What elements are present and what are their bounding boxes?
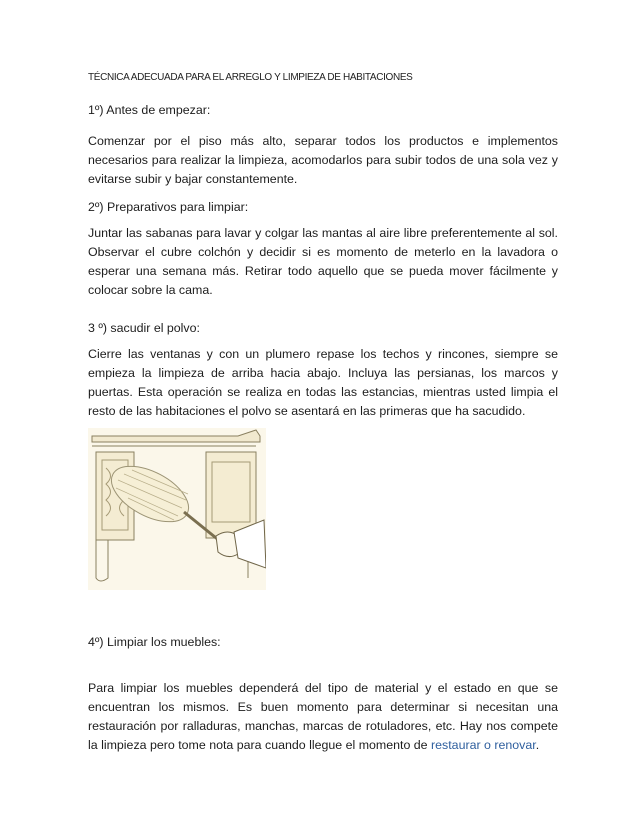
section-body-4 [88, 679, 558, 755]
section-body-4-text: Para limpiar los muebles dependerá del tipo de material y el estado en que se encuentran los mismos. Es buen momento para determinar si necesitan una restauración por ralladuras, manchas, marcas de rotuladores, etc. Hay nos compete la limpieza pero tome nota para cuando llegue el momento de [88, 681, 558, 752]
section-body-2: Juntar las sabanas para lavar y colgar las mantas al aire libre preferentemente al sol. Observar el cubre colchón y decidir si es momento de meterlo en la lavadora o esperar una semana más. Retirar todo aquello que se pueda mover fácilmente y colocar sobre la cama. [88, 226, 558, 297]
document-title: TÉCNICA ADECUADA PARA EL ARREGLO Y LIMPIEZA DE HABITACIONES [88, 72, 413, 83]
restaurar-renovar-link[interactable]: restaurar o renovar [431, 738, 536, 752]
section-heading-3: 3 º) sacudir el polvo: [88, 321, 200, 335]
section-heading-2: 2º) Preparativos para limpiar: [88, 200, 249, 214]
section-heading-4: 4º) Limpiar los muebles: [88, 635, 221, 649]
section-body-3: Cierre las ventanas y con un plumero repase los techos y rincones, siempre se empieza la limpieza de arriba hacia abajo. Incluya las persianas, los marcos y puertas. Esta operación se realiza en todas las estancias, mientras usted limpia el resto de las habitaciones el polvo se asentará en las primeras que ha sacudido. [88, 347, 558, 418]
section-heading-1: 1º) Antes de empezar: [88, 103, 211, 117]
section-body-1: Comenzar por el piso más alto, separar todos los productos e implementos necesarios para realizar la limpieza, acomodarlos para subir todos de una sola vez y evitarse subir y bajar constantemente. [88, 134, 558, 186]
feather-duster-illustration [88, 428, 266, 590]
section-body-4-end: . [535, 738, 540, 752]
